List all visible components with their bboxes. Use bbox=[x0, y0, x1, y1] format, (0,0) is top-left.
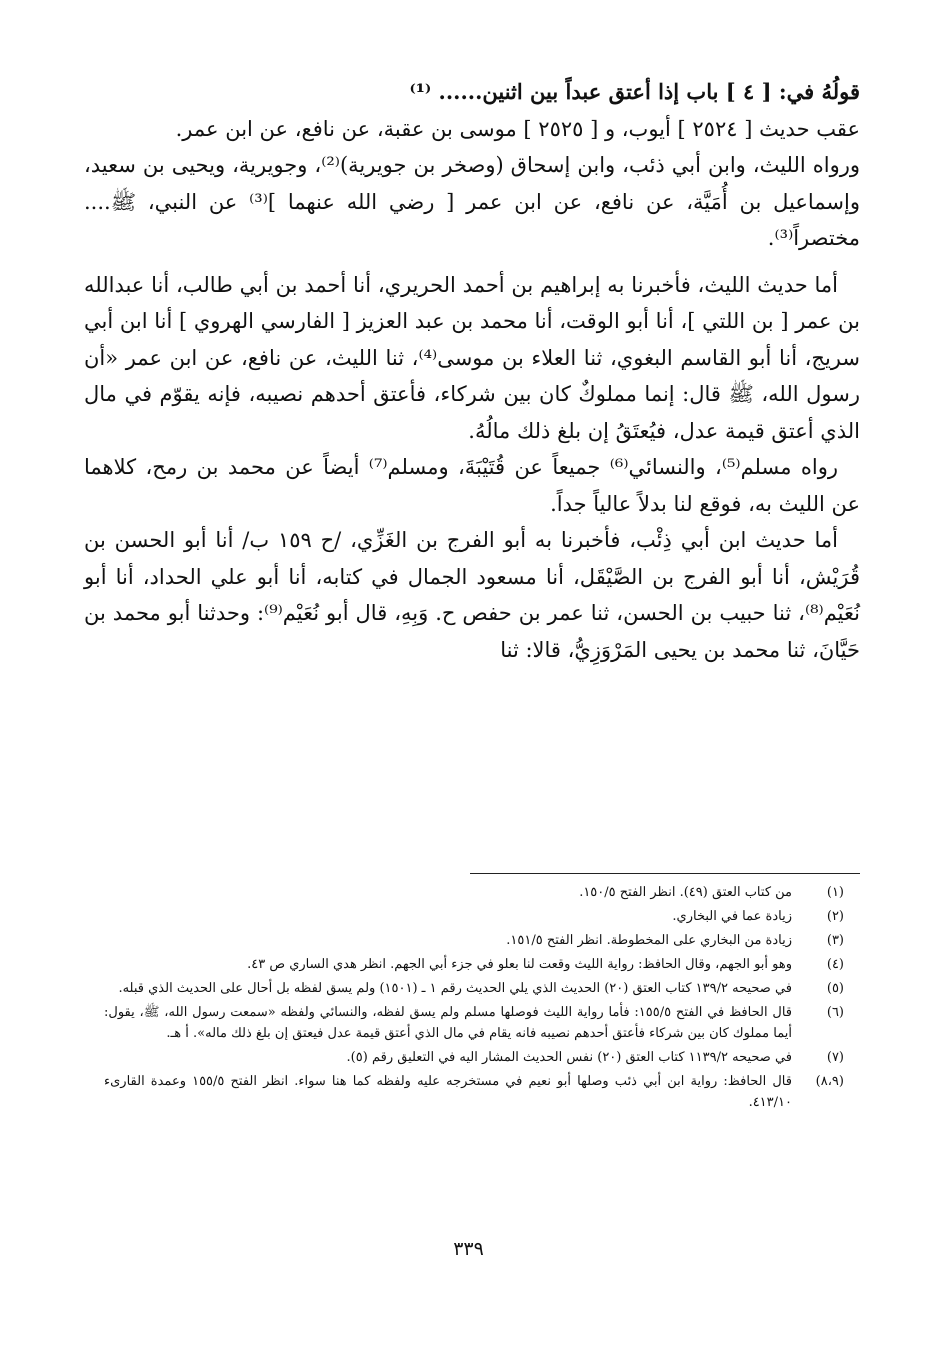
footnote-divider bbox=[470, 873, 860, 874]
paragraph-5: أما حديث ابن أبي ذِئْب، فأخبرنا به أبو الفرج بن الغَزِّي، /ح ١٥٩ ب/ أنا أبو الحسن بن قُرَيْش، أنا أبو الفرج بن الصَّيْقَل، أنا مسعود الجمال في كتابه، أنا أبو علي الحداد، أنا أبو نُعَيْم⁽⁸⁾، ثنا حبيب بن الحسن، ثنا عمر بن حفص ح. وَبِهِ، قال أبو نُعَيْم⁽⁹⁾: وحدثنا أبو محمد بن حَيَّانَ، ثنا محمد بن يحيى المَرْوَزِيُّ، قالا: ثنا bbox=[84, 528, 860, 662]
paragraph-1: عقب حديث [ ٢٥٢٤ ] أيوب، و [ ٢٥٢٥ ] موسى بن عقبة، عن نافع، عن ابن عمر. bbox=[175, 116, 860, 141]
footnote-text: من كتاب العتق (٤٩). انظر الفتح ١٥٠/٥. bbox=[579, 885, 792, 900]
footnote-text: وهو أبو الجهم، وقال الحافظ: رواية الليث وقعت لنا بعلو في جزء أبي الجهم. انظر هدي الساري ص ٤٣. bbox=[247, 957, 792, 972]
section-heading: قولُهُ في: [ ٤ ] باب إذا أعتق عبداً بين اثنين...... ⁽¹⁾ bbox=[409, 79, 860, 104]
footnote-number: (٢) bbox=[826, 909, 844, 924]
footnote bbox=[104, 1002, 844, 1044]
paragraph-2: ورواه الليث، وابن أبي ذئب، وابن إسحاق (وصخر بن جويرية)⁽²⁾، وجويرية، ويحيى بن سعيد، وإسماعيل بن أُمَيَّة، عن نافع، عن ابن عمر [ رضي الله عنهما ]⁽³⁾ عن النبي، ﷺ.... مختصراً⁽³⁾. bbox=[84, 153, 861, 250]
footnote bbox=[104, 954, 844, 975]
footnote-number: (١) bbox=[826, 885, 844, 900]
footnote bbox=[104, 882, 844, 903]
footnote-number: (٦) bbox=[826, 1005, 844, 1020]
page-number: ٣٣٩ bbox=[453, 1238, 484, 1260]
footnote-number: (٣) bbox=[826, 933, 844, 948]
footnote-text: في صحيحه ١٣٩/٢ كتاب العتق (٢٠) الحديث الذي يلي الحديث رقم ١ ـ (١٥٠١) ولم يسق لفظه بل أحال على الحديث الذي قبله. bbox=[118, 981, 792, 996]
footnote bbox=[104, 930, 844, 951]
footnote-number: (٨،٩) bbox=[815, 1074, 844, 1089]
footnote-text: زيادة من البخاري على المخطوطة. انظر الفتح ١٥١/٥. bbox=[506, 933, 792, 948]
footnote-text: قال الحافظ: رواية ابن أبي ذئب وصلها أبو نعيم في مستخرجه عليه ولفظه كما هنا سواء. انظر الفتح ١٥٥/٥ وعمدة القارىء ٤١٣/١٠. bbox=[104, 1074, 792, 1110]
footnote-text: في صحيحه ١١٣٩/٢ كتاب العتق (٢٠) نفس الحديث المشار اليه في التعليق رقم (٥). bbox=[346, 1050, 792, 1065]
footnote bbox=[104, 1047, 844, 1068]
footnote-number: (٥) bbox=[826, 981, 844, 996]
paragraph-3: أما حديث الليث، فأخبرنا به إبراهيم بن أحمد الحريري، أنا أحمد بن أبي طالب، أنا عبدالله بن عمر [ بن اللتي ]، أنا أبو الوقت، أنا محمد بن عبد العزيز [ الفارسي الهروي ] أنا ابن أبي سريج، أنا أبو القاسم البغوي، ثنا العلاء بن موسى⁽⁴⁾، ثنا الليث، عن نافع، عن ابن عمر «أن رسول الله، ﷺ قال: إنما مملوكٌ كان بين شركاء، فأعتق أحدهم نصيبه، فإنه يقوّم في مال الذي أعتق قيمة عدل، فيُعتَقُ إن بلغ ذلك مالُهُ. bbox=[84, 272, 860, 443]
footnote-text: قال الحافظ في الفتح ١٥٥/٥: فأما رواية الليث فوصلها مسلم ولم يسق لفظه، والنسائي ولفظه «سمعت رسول الله، ﷺ، يقول: أيما مملوك كان بين شركاء فأعتق أحدهم نصيبه فانه يقام في مال الذي أعتق قيمة عدل فيعتق إن بلغ ذلك ماله». أ هـ. bbox=[104, 1005, 792, 1041]
footnotes bbox=[104, 882, 844, 1116]
footnote bbox=[104, 1071, 844, 1113]
paragraph-4: رواه مسلم⁽⁵⁾، والنسائي⁽⁶⁾ جميعاً عن قُتَيْبَةَ، ومسلم⁽⁷⁾ أيضاً عن محمد بن رمح، كلاهما عن الليث به، فوقع لنا بدلاً عالياً جداً. bbox=[84, 455, 860, 516]
main-text bbox=[84, 74, 860, 668]
footnote-number: (٤) bbox=[826, 957, 844, 972]
footnote-text: زيادة عما في البخاري. bbox=[672, 909, 792, 924]
footnote bbox=[104, 906, 844, 927]
footnote bbox=[104, 978, 844, 999]
footnote-number: (٧) bbox=[826, 1050, 844, 1065]
